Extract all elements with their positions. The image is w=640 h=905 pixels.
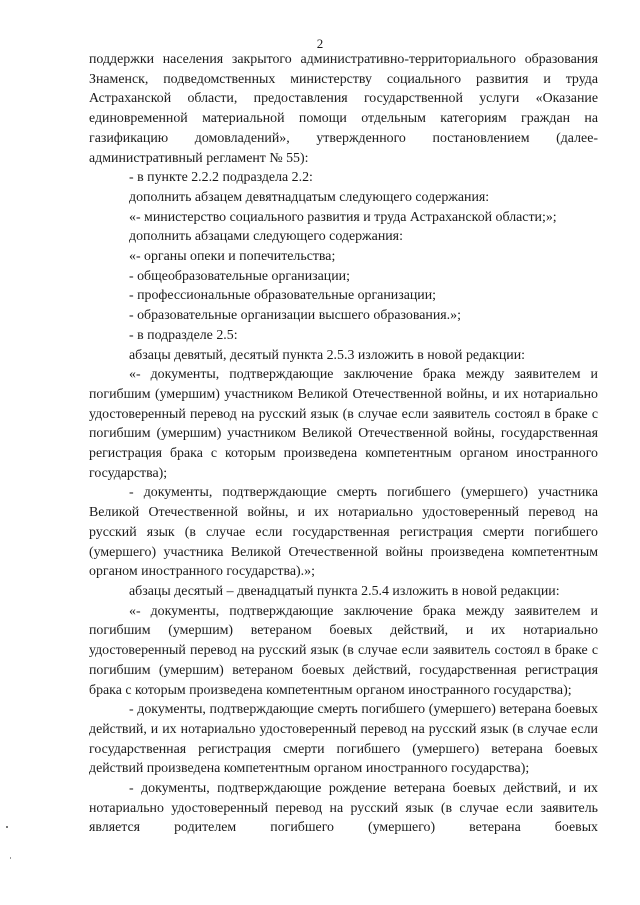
scan-speck: [10, 857, 11, 859]
paragraph: - в пункте 2.2.2 подраздела 2.2:: [129, 170, 313, 186]
paragraph: «- министерство социального развития и труда Астраханской области;»;: [129, 209, 557, 225]
paragraph: - документы, подтверждающие рождение ветерана боевых действий, и их нотариально удостоверенный перевод на русский язык (в случае если заявитель является родителем погибшего (умершего) ветерана боевых: [89, 781, 598, 836]
paragraph: - документы, подтверждающие смерть погибшего (умершего) ветерана боевых действий, и их нотариально удостоверенный перевод на русский язык (в случае если государственная регистрация смерти погибшего (умершего) ветерана боевых действий произведена компетентным органом иностранного государства);: [89, 702, 598, 777]
paragraph: дополнить абзацами следующего содержания:: [129, 229, 403, 245]
document-body: [89, 50, 598, 838]
paragraph: «- документы, подтверждающие заключение брака между заявителем и погибшим (умершим) ветераном боевых действий, и их нотариально удостоверенный перевод на русский язык (в случае если заявитель состоял в браке с погибшим (умершим) ветераном боевых действий, государственная регистрация брака с которым произведена компетентным органом иностранного государства);: [89, 603, 598, 698]
paragraph: - профессиональные образовательные организации;: [129, 288, 437, 304]
paragraph: абзацы десятый – двенадцатый пункта 2.5.4 изложить в новой редакции:: [129, 583, 560, 599]
paragraph: - документы, подтверждающие смерть погибшего (умершего) участника Великой Отечественной войны, и их нотариально удостоверенный перевод на русский язык (в случае если государственная регистрация смерти погибшего (умершего) участника Великой Отечественной войны произведена компетентным органом иностранного государства).»;: [89, 485, 598, 580]
paragraph: «- органы опеки и попечительства;: [129, 249, 336, 265]
paragraph: «- документы, подтверждающие заключение брака между заявителем и погибшим (умершим) участником Великой Отечественной войны, и их нотариально удостоверенный перевод на русский язык (в случае если заявитель состоял в браке с погибшим (умершим) участником Великой Отечественной войны, государственная регистрация брака с которым произведена компетентным органом иностранного государства);: [89, 367, 598, 481]
paragraph: - образовательные организации высшего образования.»;: [129, 308, 461, 324]
paragraph: дополнить абзацем девятнадцатым следующего содержания:: [129, 189, 490, 205]
page-number: 2: [316, 36, 324, 51]
paragraph: поддержки населения закрытого административно-территориального образования Знаменск, подведомственных министерству социального развития и труда Астраханской области, предоставления государственной услуги «Оказание единовременной материальной помощи отдельным категориям граждан на газификацию домовладений», утвержденного постановлением (далее-административный регламент № 55):: [89, 52, 598, 166]
paragraph: - в подразделе 2.5:: [129, 327, 238, 343]
scan-speck: [6, 826, 8, 828]
paragraph: абзацы девятый, десятый пункта 2.5.3 изложить в новой редакции:: [129, 347, 526, 363]
paragraph: - общеобразовательные организации;: [129, 268, 350, 284]
